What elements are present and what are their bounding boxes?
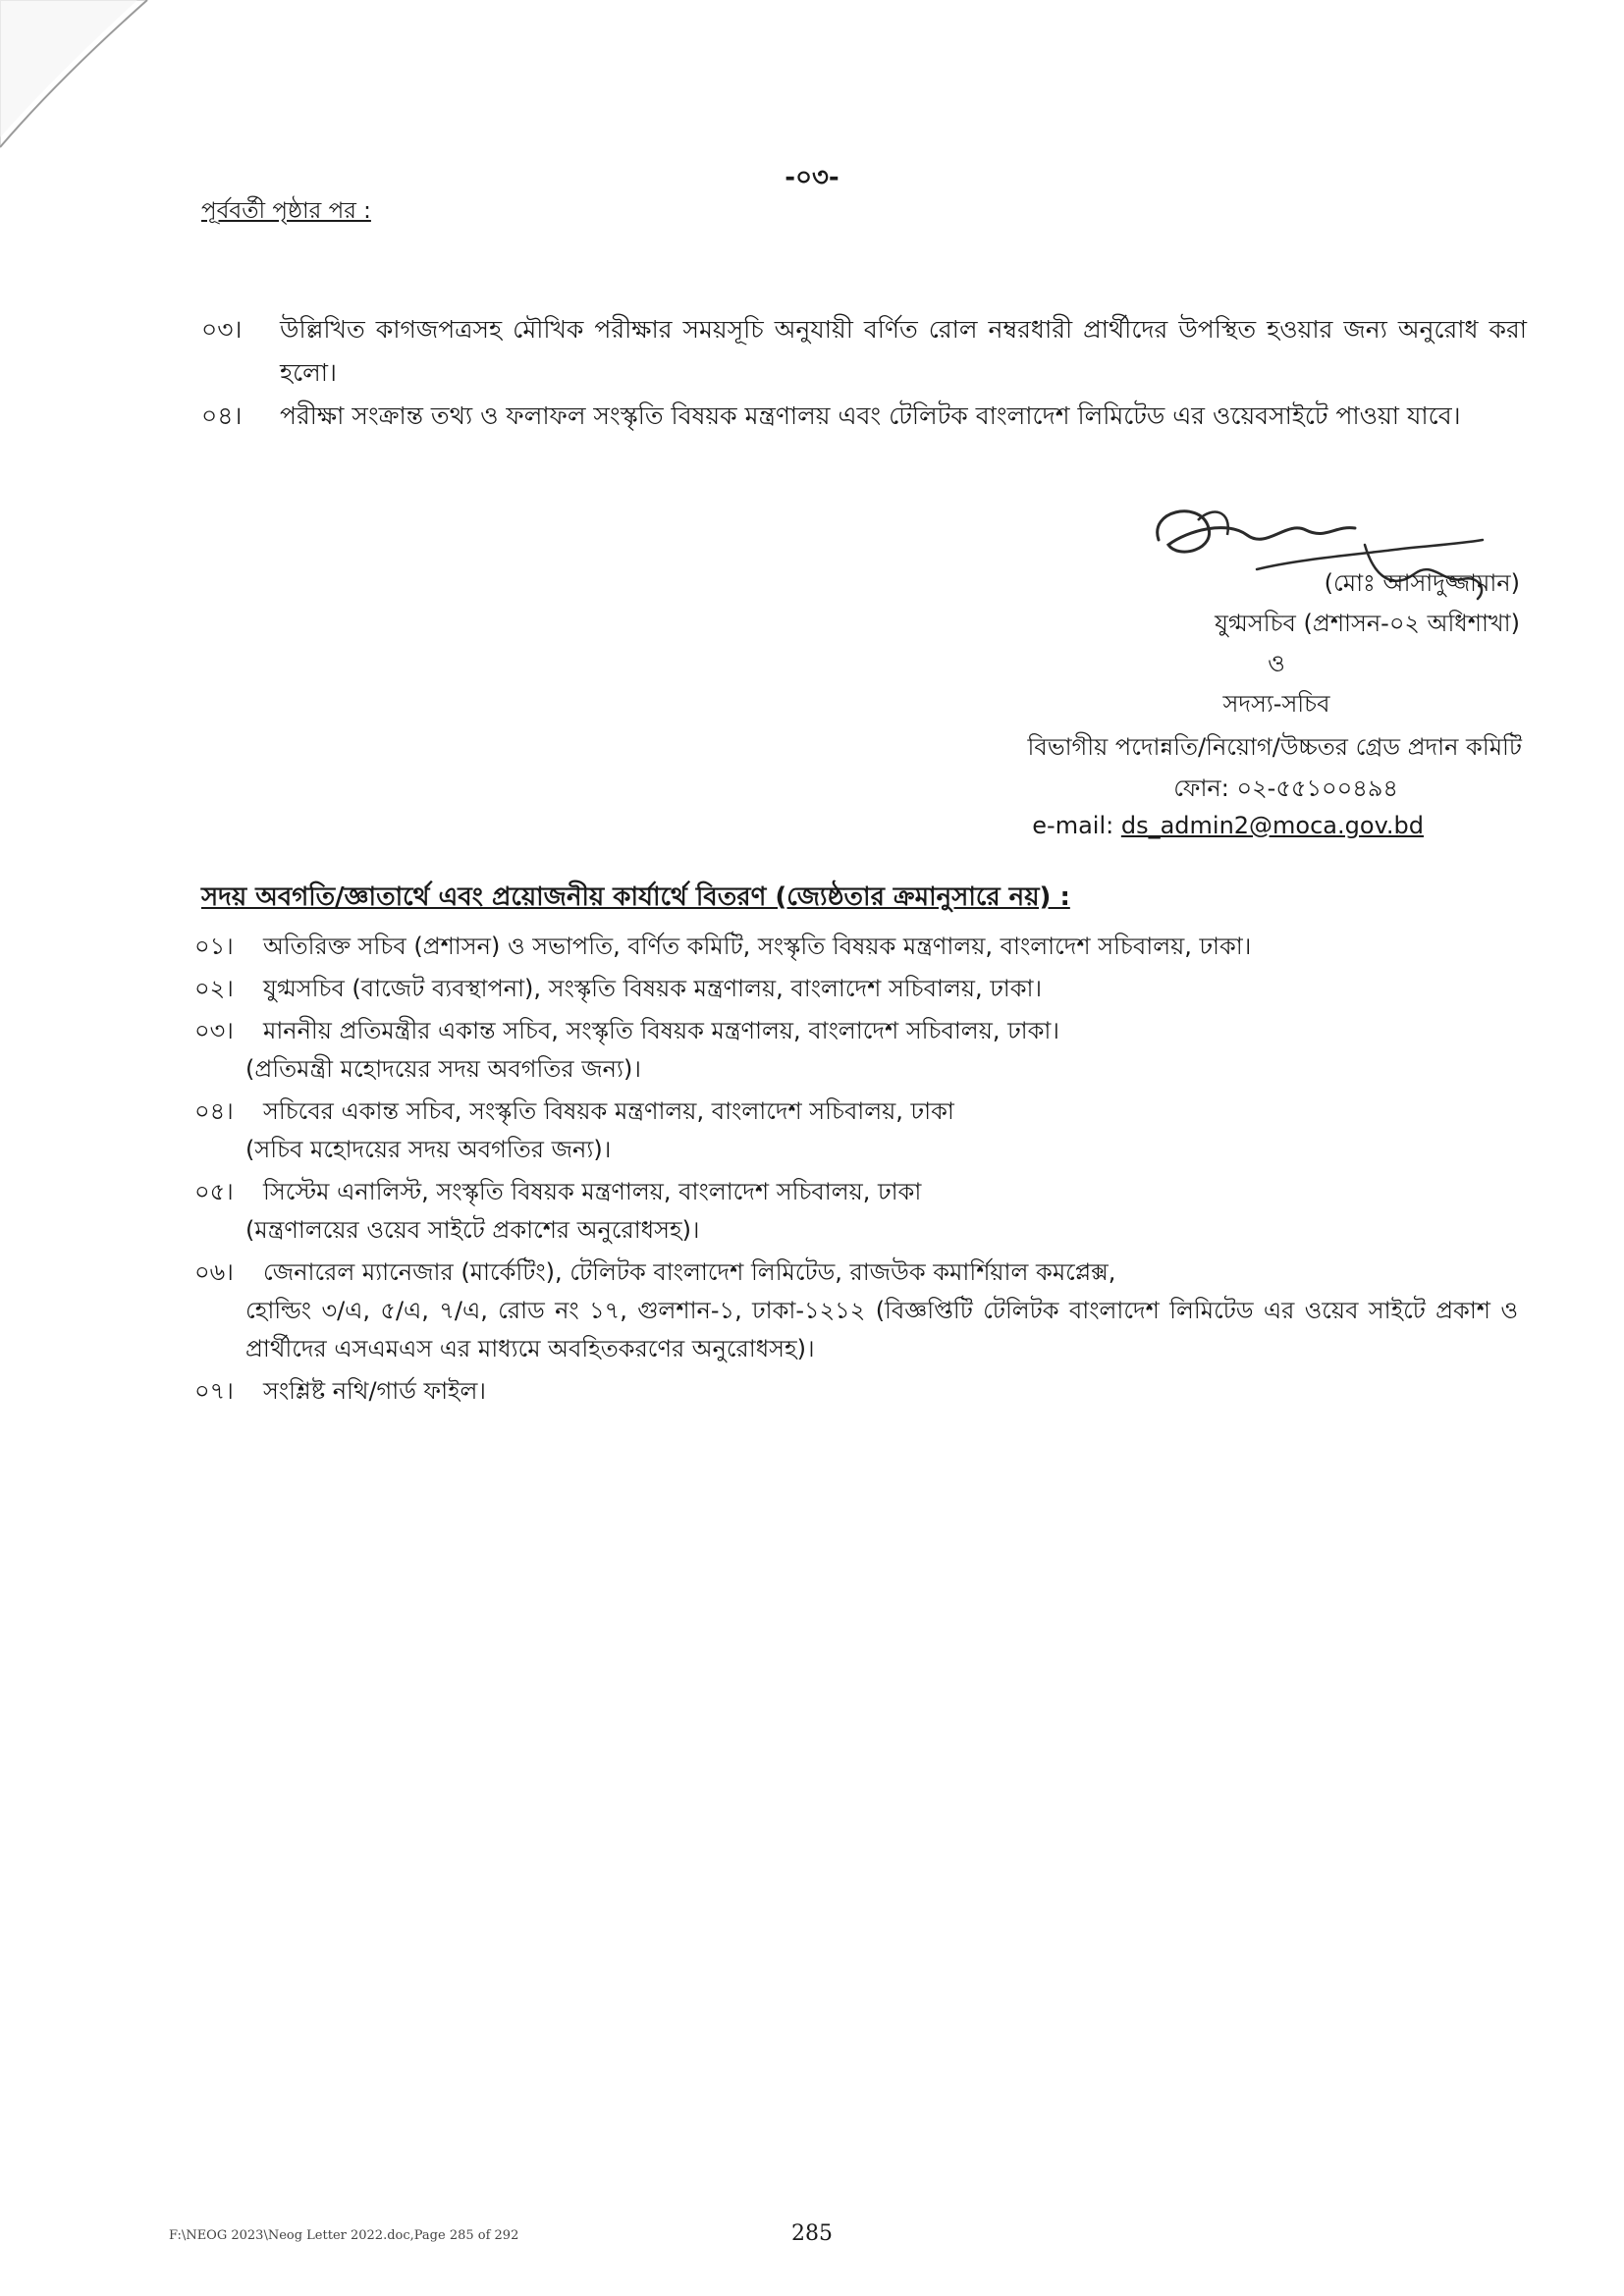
list-item (194, 1372, 1530, 1411)
list-item (194, 928, 1530, 966)
footer-file-path: F:\NEOG 2023\Neog Letter 2022.doc,Page 285 of 292 (169, 2228, 519, 2243)
paragraph-number: ০৩। (201, 315, 243, 344)
item-text: সিস্টেম এনালিস্ট, সংস্কৃতি বিষয়ক মন্ত্রণালয়, বাংলাদেশ সচিবালয়, ঢাকা (263, 1178, 922, 1205)
item-text: মাননীয় প্রতিমন্ত্রীর একান্ত সচিব, সংস্কৃতি বিষয়ক মন্ত্রণালয়, বাংলাদেশ সচিবালয়, ঢাকা। (263, 1017, 1059, 1044)
phone-number: ফোন: ০২-৫৫১০০৪৯৪ (1173, 774, 1398, 802)
signatory-role: সদস্য-সচিব (1222, 690, 1330, 718)
committee-name: বিভাগীয় পদোন্নতি/নিয়োগ/উচ্চতর গ্রেড প্রদান কমিটি (1027, 733, 1522, 761)
item-text: যুগ্মসচিব (বাজেট ব্যবস্থাপনা), সংস্কৃতি বিষয়ক মন্ত্রণালয়, বাংলাদেশ সচিবালয়, ঢাকা। (263, 975, 1043, 1002)
item-number: ০৪। (194, 1097, 234, 1125)
item-number: ০৭। (194, 1377, 234, 1405)
item-subtext: হোল্ডিং ৩/এ, ৫/এ, ৭/এ, রোড নং ১৭, গুলশান-১, ঢাকা-১২১২ (বিজ্ঞপ্তিটি টেলিটক বাংলাদেশ লিমিটেড এর ওয়েব সাইটে প্রকাশ ও প্রার্থীদের এসএমএস এর মাধ্যমে অবহিতকরণের অনুরোধসহ)। (245, 1297, 1518, 1362)
list-item (194, 1093, 1530, 1169)
item-subtext: (মন্ত্রণালয়ের ওয়েব সাইটে প্রকাশের অনুরোধসহ)। (245, 1216, 700, 1244)
item-subtext: (সচিব মহোদয়ের সদয় অবগতির জন্য)। (245, 1136, 612, 1163)
list-item (194, 1254, 1530, 1368)
item-text: অতিরিক্ত সচিব (প্রশাসন) ও সভাপতি, বর্ণিত কমিটি, সংস্কৃতি বিষয়ক মন্ত্রণালয়, বাংলাদেশ সচিবালয়, ঢাকা। (263, 933, 1252, 960)
distribution-list (194, 928, 1530, 1415)
page-number: -০৩- (785, 163, 839, 192)
distribution-heading: সদয় অবগতি/জ্ঞাতার্থে এবং প্রয়োজনীয় কার্যার্থে বিতরণ (জ্যেষ্ঠতার ক্রমানুসারে নয়) : (201, 882, 1070, 912)
paragraph-text: পরীক্ষা সংক্রান্ত তথ্য ও ফলাফল সংস্কৃতি বিষয়ক মন্ত্রণালয় এবং টেলিটক বাংলাদেশ লিমিটেড এর ওয়েবসাইটে পাওয়া যাবে। (280, 401, 1461, 430)
page-corner-fold (0, 0, 167, 167)
footer-page-number: 285 (791, 2221, 833, 2246)
item-number: ০৬। (194, 1258, 234, 1286)
signatory-designation: যুগ্মসচিব (প্রশাসন-০২ অধিশাখা) (1215, 610, 1520, 637)
signatory-name: (মোঃ আসাদুজ্জামান) (1324, 569, 1520, 597)
paragraph-text: উল্লিখিত কাগজপত্রসহ মৌখিক পরীক্ষার সময়সূচি অনুযায়ী বর্ণিত রোল নম্বরধারী প্রার্থীদের উপস্থিত হওয়ার জন্য অনুরোধ করা হলো। (280, 315, 1527, 387)
item-number: ০২। (194, 975, 234, 1002)
continued-label: পূর্ববর্তী পৃষ্ঠার পর : (201, 198, 371, 224)
email-line (1032, 812, 1424, 839)
item-text: সচিবের একান্ত সচিব, সংস্কৃতি বিষয়ক মন্ত্রণালয়, বাংলাদেশ সচিবালয়, ঢাকা (263, 1097, 954, 1125)
item-text: সংশ্লিষ্ট নথি/গার্ড ফাইল। (263, 1377, 486, 1405)
list-item (194, 970, 1530, 1008)
paragraph-number: ০৪। (201, 401, 243, 430)
email-label: e-mail: (1032, 812, 1121, 839)
item-text: জেনারেল ম্যানেজার (মার্কেটিং), টেলিটক বাংলাদেশ লিমিটেড, রাজউক কমার্শিয়াল কমপ্লেক্স, (263, 1258, 1116, 1286)
item-number: ০৫। (194, 1178, 234, 1205)
signatory-conjunction: ও (1268, 650, 1285, 677)
item-number: ০১। (194, 933, 234, 960)
email-address[interactable]: ds_admin2@moca.gov.bd (1120, 812, 1424, 839)
item-subtext: (প্রতিমন্ত্রী মহোদয়ের সদয় অবগতির জন্য)। (245, 1055, 641, 1083)
item-number: ০৩। (194, 1017, 234, 1044)
paragraph-03 (201, 308, 1527, 395)
paragraph-04 (201, 395, 1527, 438)
list-item (194, 1012, 1530, 1089)
list-item (194, 1173, 1530, 1250)
